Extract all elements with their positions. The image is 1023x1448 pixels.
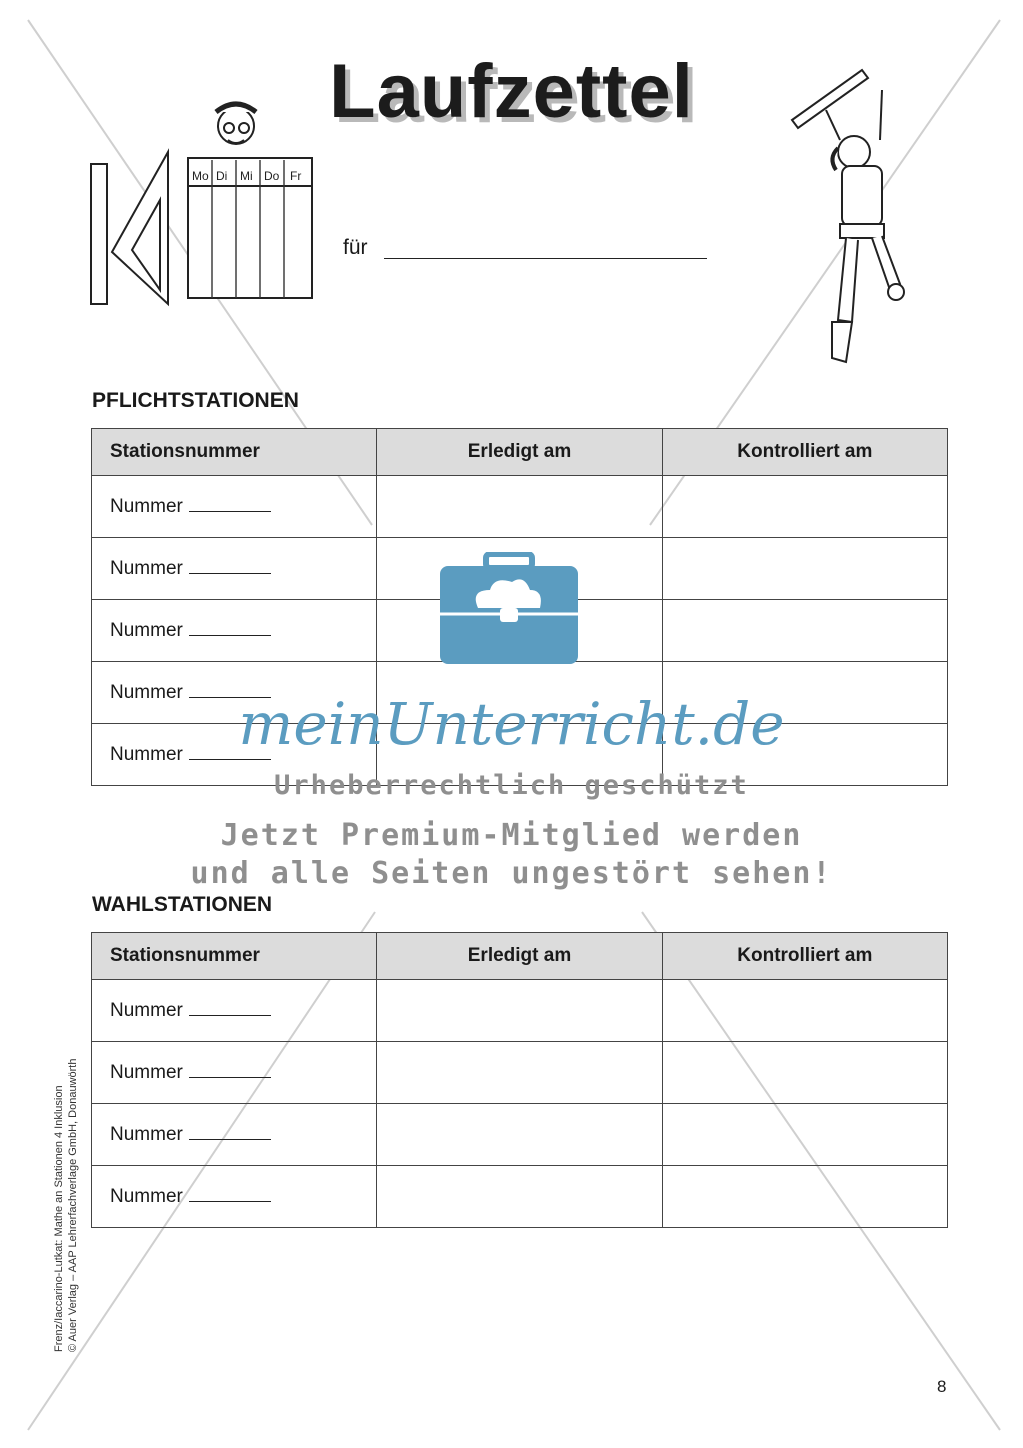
- number-blank[interactable]: [189, 1185, 271, 1202]
- station-number-cell[interactable]: [92, 980, 377, 1042]
- table-row: [92, 1166, 948, 1228]
- number-blank[interactable]: [189, 1123, 271, 1140]
- name-input-line[interactable]: [384, 258, 707, 259]
- checked-date-cell[interactable]: [662, 1104, 947, 1166]
- wahl-heading: WAHLSTATIONEN: [92, 893, 273, 916]
- station-number-cell[interactable]: [92, 600, 377, 662]
- number-blank[interactable]: [189, 999, 271, 1016]
- table-row: [92, 980, 948, 1042]
- table-row: [92, 1104, 948, 1166]
- station-label: Nummer: [110, 744, 183, 765]
- credit-line: © Auer Verlag – AAP Lehrerfachverlage GmbH, Donauwörth: [67, 1058, 79, 1352]
- column-header: Kontrolliert am: [662, 429, 947, 476]
- done-date-cell[interactable]: [377, 1166, 662, 1228]
- page-number: 8: [937, 1377, 947, 1396]
- done-date-cell[interactable]: [377, 1042, 662, 1104]
- station-number-cell[interactable]: [92, 476, 377, 538]
- table-header-row: [92, 933, 948, 980]
- station-number-cell[interactable]: [92, 1042, 377, 1104]
- credit-line: Frenz/Iaccarino-Lutkat: Mathe an Stationen 4 Inklusion: [53, 1085, 65, 1352]
- worksheet-title: Laufzettel: [329, 49, 694, 134]
- station-number-cell[interactable]: [92, 538, 377, 600]
- done-date-cell[interactable]: [377, 1104, 662, 1166]
- table-row: [92, 476, 948, 538]
- checked-date-cell[interactable]: [662, 980, 947, 1042]
- day-di: Di: [216, 169, 228, 183]
- station-label: Nummer: [110, 1000, 183, 1021]
- watermark-premium-line-2: und alle Seiten ungestört sehen!: [190, 856, 833, 891]
- station-label: Nummer: [110, 620, 183, 641]
- table-header-row: [92, 429, 948, 476]
- jumping-girl-icon: [782, 60, 922, 390]
- briefcase-cloud-icon: [438, 552, 580, 666]
- day-mi: Mi: [240, 169, 253, 183]
- done-date-cell[interactable]: [377, 980, 662, 1042]
- watermark-brand: meinUnterricht.de: [238, 690, 785, 758]
- number-blank[interactable]: [189, 495, 271, 512]
- checked-date-cell[interactable]: [662, 600, 947, 662]
- station-label: Nummer: [110, 1186, 183, 1207]
- done-date-cell[interactable]: [377, 476, 662, 538]
- pflicht-heading: PFLICHTSTATIONEN: [92, 389, 299, 412]
- number-blank[interactable]: [189, 1061, 271, 1078]
- number-blank[interactable]: [189, 557, 271, 574]
- station-number-cell[interactable]: [92, 1104, 377, 1166]
- station-label: Nummer: [110, 558, 183, 579]
- day-do: Do: [264, 169, 280, 183]
- station-number-cell[interactable]: [92, 1166, 377, 1228]
- column-header: Erledigt am: [377, 429, 662, 476]
- watermark-premium-line: Jetzt Premium-Mitglied werden: [220, 818, 803, 853]
- checked-date-cell[interactable]: [662, 476, 947, 538]
- station-label: Nummer: [110, 682, 183, 703]
- column-header: Erledigt am: [377, 933, 662, 980]
- column-header: Stationsnummer: [92, 429, 377, 476]
- station-label: Nummer: [110, 1124, 183, 1145]
- number-blank[interactable]: [189, 619, 271, 636]
- station-label: Nummer: [110, 1062, 183, 1083]
- column-header: Kontrolliert am: [662, 933, 947, 980]
- watermark-copyright: Urheberrechtlich geschützt: [274, 770, 749, 801]
- wahl-table: [91, 932, 948, 1228]
- name-label: für: [343, 236, 368, 259]
- checked-date-cell[interactable]: [662, 1042, 947, 1104]
- column-header: Stationsnummer: [92, 933, 377, 980]
- checked-date-cell[interactable]: [662, 1166, 947, 1228]
- day-fr: Fr: [290, 169, 302, 183]
- day-mo: Mo: [192, 169, 209, 183]
- checked-date-cell[interactable]: [662, 538, 947, 600]
- publisher-credit: [52, 1059, 80, 1352]
- boy-with-timetable-icon: [88, 100, 318, 310]
- station-label: Nummer: [110, 496, 183, 517]
- table-row: [92, 1042, 948, 1104]
